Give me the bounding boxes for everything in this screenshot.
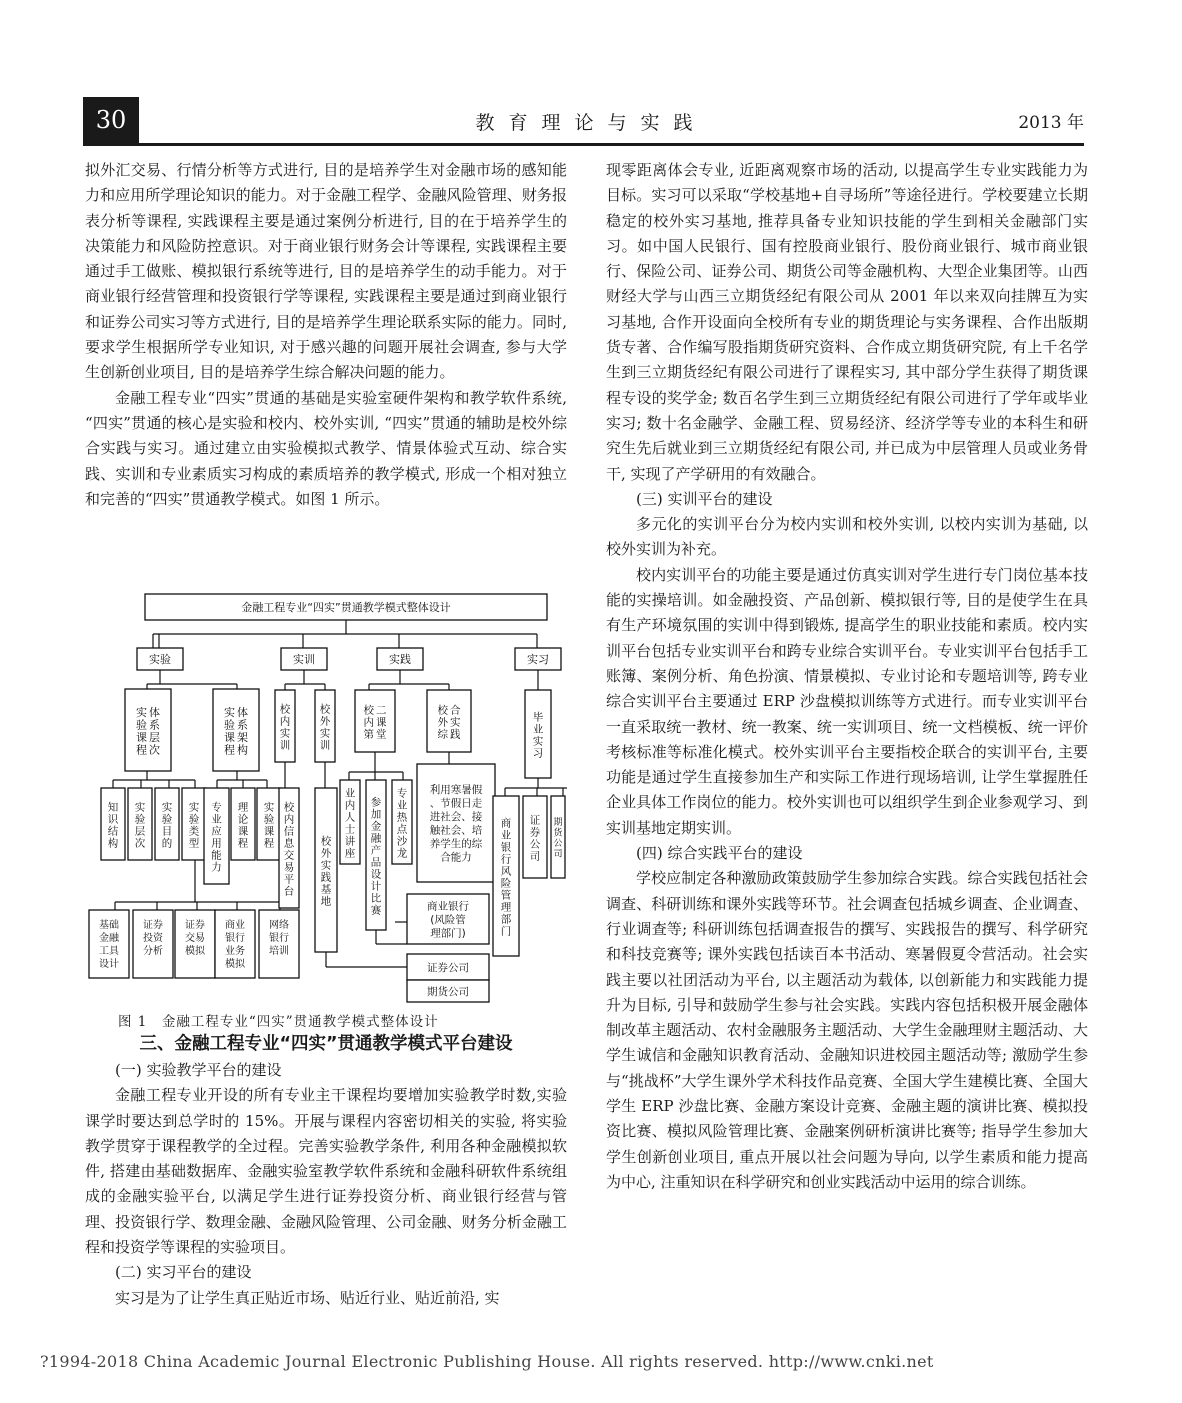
- box-label: 程: [224, 743, 235, 757]
- box-label: 热: [396, 811, 408, 824]
- paragraph: 校内实训平台的功能主要是通过仿真实训对学生进行专门岗位基本技能的实操培训。如金融投资、产品创新、模拟银行等, 目的是使学生在具有生产环境氛围的实训中得到锻炼, 提高学生的职业技能和素质。校内实训平台包括专业实训平台和跨专业综合实训平台。专业实训平台包括手工账簿、案例分析、角色扮演、情景模拟、专业讨论和专题培训等, 跨专业综合实训平台主要通过 ERP 沙盘模拟训练等方式进行。而专业实训平台一直采取统一教材、统一教案、统一实训项目、统一文档模板、统一评价考核标准等标准化模式。校外实训平台主要指校企联合的实训平台, 主要功能是通过学生直接参加生产和实际工作进行现场培训, 让学生掌握胜任企业具体工作岗位的能力。校外实训也可以组织学生到企业参观学习、到实训基地定期实训。: [606, 565, 1088, 837]
- box-label: 门: [500, 925, 512, 938]
- journal-title: 教育理论与实践: [475, 112, 707, 134]
- box-label: 课: [136, 731, 147, 744]
- box-label: 行: [500, 853, 512, 866]
- box-label: 验: [263, 813, 275, 826]
- box-label: 体: [149, 706, 160, 719]
- box-label: 信: [283, 825, 295, 838]
- header-rule: [83, 143, 1084, 146]
- box-label: 内: [283, 813, 295, 826]
- box-label: 类: [188, 825, 200, 838]
- box-label: 部: [500, 913, 512, 926]
- box-label: 业: [500, 829, 512, 842]
- box-label: 构: [107, 837, 119, 850]
- box-label: 业: [211, 813, 222, 826]
- box-label: 货: [553, 828, 563, 839]
- paragraph: 现零距离体会专业, 近距离观察市场的活动, 以提高学生专业实践能力为目标。实习可以采取“学校基地+自寻场所”等途径进行。学校要建立长期稳定的校外实习基地, 推荐具备专业知识技能的学生到相关金融部门实习。如中国人民银行、国有控股商业银行、股份商业银行、城市商业银行、保险公司、证券公司、期货公司等金融机构、大型企业集团等。山西财经大学与山西三立期货经纪有限公司从 2001 年以来双向挂牌互为实习基地, 合作开设面向全校所有专业的期货理论与实务课程、合作出版期货专著、合作编写股指期货研究资料、合作成立期货研究院, 有上千名学生到三立期货经纪有限公司进行了课程实习, 其中部分学生获得了期货课程专设的奖学金; 数百名学生到三立期货经纪有限公司进行了学年或毕业实习; 数十名金融学、金融工程、贸易经济、经济学等专业的本科生和研究生先后就业到三立期货经纪有限公司, 并已成为中层管理人员或业务骨干, 实现了产学研用的有效融合。: [606, 161, 1088, 483]
- box-label: 金融: [99, 933, 119, 944]
- diagram-box: [213, 689, 259, 771]
- box-label: 验: [188, 813, 200, 826]
- box-label: 期: [553, 818, 563, 828]
- box-label: 士: [344, 823, 356, 836]
- box-label: 银行: [225, 933, 245, 944]
- box-label: 目: [161, 825, 173, 838]
- box-label: 实: [188, 801, 200, 814]
- box-label: 实: [134, 801, 146, 814]
- paragraph: 拟外汇交易、行情分析等方式进行, 目的是培养学生对金融市场的感知能力和应用所学理论知识的能力。对于金融工程学、金融风险管理、财务报表分析等课程, 实践课程主要是通过案例分析进行, 目的在于培养学生的决策能力和风险防控意识。对于商业银行财务会计等课程, 实践课程主要通过手工做账、模拟银行系统等进行, 目的是培养学生的动手能力。对于商业银行经营管理和投资银行学等课程, 实践课程主要是通过到商业银行和证券公司实习等方式进行, 目的是培养学生理论联系实际的能力。同时, 要求学生根据所学专业知识, 对于感兴趣的问题开展社会调查, 参与大学生创新创业项目, 目的是培养学生综合解决问题的能力。: [85, 161, 567, 382]
- box-label: 课: [237, 825, 249, 838]
- paragraph: 实习是为了让学生真正贴近市场、贴近行业、贴近前沿, 实: [115, 1288, 500, 1307]
- section-heading: 三、金融工程专业“四实”贯通教学模式平台建设: [139, 1034, 513, 1054]
- box-label: 业务: [225, 946, 245, 957]
- box-label: 计: [370, 880, 382, 893]
- box-label: 合能力: [440, 851, 472, 864]
- box-label: 验: [161, 813, 173, 826]
- box-label: 基础: [99, 920, 119, 931]
- box-label: (风险管: [430, 913, 466, 926]
- box-label: 交易: [185, 933, 205, 944]
- box-label: 理: [237, 801, 249, 814]
- figure-1: [85, 592, 567, 1004]
- box-label: 赛: [370, 904, 382, 917]
- box-label: 养学生的综: [429, 838, 483, 850]
- box-label: 程: [263, 837, 275, 850]
- paragraph: 金融工程专业开设的所有专业主干课程均要增加实验教学时数,实验课学时要达到总学时的 15%。开展与课程内容密切相关的实验, 将实验教学贯穿于课程教学的全过程。完善实验教学条件, 利用各种金融模拟软件, 搭建由基础数据库、金融实验室教学软件系统和金融科研软件系统组成的金融实验平台, 以满足学生进行证券投资分析、商业银行经营与管理、投资银行学、数理金融、金融风险管理、公司金融、财务分析金融工程和投资学等课程的实验项目。: [85, 1086, 567, 1257]
- box-label: 习: [532, 747, 544, 760]
- box-label: 证券: [185, 920, 205, 931]
- box-label: 应: [211, 825, 222, 838]
- box-label: 校: [437, 704, 448, 717]
- box-label: 力: [211, 861, 222, 874]
- box-label: 金: [370, 820, 382, 833]
- box-label: 内: [279, 715, 291, 728]
- box-label: 构: [237, 743, 248, 757]
- box-label: 课: [376, 716, 387, 729]
- box-label: 校: [283, 801, 295, 814]
- box-label: 参: [370, 796, 382, 809]
- subsection-heading: (四) 综合实践平台的建设: [636, 844, 803, 863]
- box-label: 践: [320, 871, 332, 884]
- box-label: 堂: [376, 728, 387, 741]
- subsection-heading: (三) 实训平台的建设: [636, 489, 773, 508]
- box-label: 培训: [269, 946, 289, 957]
- box-label: 沙: [396, 835, 408, 848]
- box-label: 校: [320, 835, 332, 848]
- box-label: 管: [500, 889, 512, 902]
- box-label: 品: [370, 856, 382, 869]
- paragraph: 金融工程专业“四实”贯通的基础是实验室硬件架构和教学软件系统, “四实”贯通的核心是实验和校内、校外实训, “四实”贯通的辅助是校外综合实践与实习。通过建立由实验模拟式教学、情景体验式互动、综合实践、实训和专业素质实习构成的素质培养的教学模式, 形成一个相对独立和完善的“四实”贯通教学模式。如图 1 所示。: [85, 388, 567, 508]
- box-label: 公: [529, 838, 541, 851]
- box-label: 点: [396, 823, 408, 836]
- box-label: 证券: [143, 920, 163, 931]
- box-label: 利用寒暑假: [429, 784, 483, 796]
- box-label: 课: [263, 825, 275, 838]
- box-label: 模拟: [185, 946, 205, 957]
- diagram-box: [125, 689, 171, 771]
- figure-caption: 图 1 金融工程专业“四实”贯通教学模式整体设计: [118, 1014, 439, 1030]
- box-label: 训: [279, 739, 291, 752]
- box-label: 分析: [143, 946, 163, 957]
- subsection-heading: (一) 实验教学平台的建设: [115, 1061, 282, 1079]
- box-label: 龙: [396, 847, 408, 860]
- box-label: 产: [370, 844, 382, 857]
- box-label: 内: [344, 799, 356, 812]
- box-label: 触社会、培: [429, 824, 483, 837]
- diagram-box: [355, 690, 395, 752]
- box-label: 商业: [225, 920, 245, 931]
- box-label: 验: [136, 718, 147, 732]
- box-label: 次: [134, 837, 146, 850]
- diagram-box: [417, 764, 495, 882]
- box-label: 层: [134, 825, 146, 838]
- box-label: 风: [500, 865, 512, 878]
- box-label: 商: [500, 817, 512, 830]
- box-label: 毕: [532, 711, 544, 724]
- subsection-heading: (二) 实习平台的建设: [115, 1263, 252, 1282]
- box-label: 识: [107, 813, 119, 826]
- box-label: 知: [107, 801, 119, 814]
- box-label: 体: [237, 706, 248, 719]
- box-label: 易: [283, 861, 295, 874]
- box-label: 期货公司: [427, 985, 469, 998]
- box-label: 交: [283, 849, 295, 862]
- box-label: 业: [396, 799, 408, 812]
- box-label: 证: [529, 814, 541, 827]
- box-label: 台: [283, 885, 295, 898]
- box-label: 设计: [99, 959, 119, 970]
- box-label: 课: [224, 731, 235, 744]
- box-label: 论: [237, 813, 249, 826]
- box-label: 讲: [344, 835, 356, 848]
- box-label: 实习: [527, 653, 549, 667]
- box-label: 理部门): [430, 927, 466, 940]
- flowchart-diagram: [85, 592, 567, 1004]
- box-label: 理: [500, 901, 512, 914]
- box-label: 次: [149, 743, 160, 757]
- box-label: 平: [283, 873, 295, 886]
- box-label: 融: [370, 832, 382, 845]
- copyright-footer: ?1994-2018 China Academic Journal Electronic Publishing House. All rights reserved. http://www.cnki.net: [40, 1352, 934, 1371]
- box-label: 实: [224, 706, 235, 719]
- box-label: 加: [370, 808, 382, 821]
- box-label: 校: [363, 704, 374, 717]
- box-label: 实: [532, 735, 544, 748]
- box-label: 外: [320, 847, 332, 860]
- box-label: 比: [370, 892, 382, 905]
- box-label: 进社会、接: [429, 811, 483, 823]
- box-label: 商业银行: [427, 900, 469, 913]
- box-label: 第: [363, 728, 374, 741]
- box-label: 实: [450, 716, 461, 729]
- paragraph: 多元化的实训平台分为校内实训和校外实训, 以校内实训为基础, 以校外实训为补充。: [606, 515, 1088, 559]
- box-label: 业: [532, 723, 544, 736]
- box-label: 架: [237, 731, 248, 744]
- box-label: 系: [237, 718, 248, 732]
- box-label: 实: [161, 801, 173, 814]
- box-label: 设: [370, 868, 382, 881]
- box-label: 型: [188, 837, 200, 850]
- box-label: 人: [344, 811, 356, 824]
- box-label: 证券公司: [427, 961, 469, 974]
- box-label: 银行: [269, 933, 289, 944]
- box-label: 业: [344, 787, 356, 800]
- box-label: 校: [319, 703, 331, 716]
- box-label: 实: [319, 727, 331, 740]
- box-label: 、节假日走: [429, 797, 483, 810]
- left-column-bottom: [85, 1058, 567, 1311]
- box-label: 实: [263, 801, 275, 814]
- box-label: 模拟: [225, 959, 245, 970]
- box-label: 训: [319, 739, 331, 752]
- diagram-box: [427, 690, 471, 752]
- box-label: 验: [224, 718, 235, 732]
- box-label: 层: [149, 731, 160, 744]
- box-label: 公: [553, 839, 563, 849]
- issue-year: 2013 年: [1018, 113, 1084, 133]
- page-number: 30: [83, 97, 139, 143]
- box-label: 结: [107, 825, 119, 838]
- box-label: 用: [211, 837, 222, 850]
- box-label: 系: [149, 718, 160, 732]
- box-label: 程: [136, 743, 147, 757]
- box-label: 专: [396, 787, 408, 800]
- box-label: 投资: [143, 933, 163, 944]
- box-label: 实: [136, 706, 147, 719]
- box-label: 内: [363, 716, 374, 729]
- box-label: 实: [279, 727, 291, 740]
- box-label: 校: [279, 703, 291, 716]
- box-label: 实验: [149, 653, 171, 667]
- box-label: 实训: [293, 653, 315, 667]
- box-label: 基: [320, 883, 332, 896]
- box-label: 二: [376, 704, 387, 717]
- box-label: 银: [500, 841, 512, 854]
- box-label: 实践: [389, 653, 411, 667]
- box-label: 座: [344, 847, 356, 860]
- right-column: [606, 158, 1088, 1195]
- box-label: 司: [553, 849, 563, 860]
- box-label: 险: [500, 877, 512, 890]
- box-label: 息: [283, 837, 295, 850]
- box-label: 券: [529, 826, 541, 839]
- left-column-top: [85, 158, 567, 512]
- box-label: 外: [319, 715, 331, 728]
- box-label: 程: [237, 837, 249, 850]
- box-label: 合: [450, 704, 461, 717]
- box-label: 践: [450, 728, 461, 741]
- box-label: 工具: [99, 946, 119, 957]
- box-label: 司: [529, 850, 541, 863]
- box-label: 验: [134, 813, 146, 826]
- box-label: 的: [161, 837, 173, 850]
- box-label: 综: [437, 728, 448, 741]
- box-label: 能: [211, 849, 222, 862]
- box-label: 实: [320, 859, 332, 872]
- box-label: 网络: [269, 920, 289, 931]
- box-label: 地: [320, 895, 332, 908]
- box-label: 外: [437, 716, 448, 729]
- paragraph: 学校应制定各种激励政策鼓励学生参加综合实践。综合实践包括社会调查、科研训练和课外实践等环节。社会调查包括城乡调查、企业调查、行业调查等; 科研训练包括调查报告的撰写、实践报告的撰写、科学研究和科技竞赛等; 课外实践包括读百本书活动、寒暑假夏令营活动。社会实践主要以社团活动为平台, 以主题活动为载体, 以创新能力和实践能力提升为目标, 引导和鼓励学生参与社会实践。实践内容包括积极开展金融体制改革主题活动、农村金融服务主题活动、大学生金融理财主题活动、大学生诚信和金融知识教育活动、金融知识进校园主题活动等; 激励学生参与“挑战杯”大学生课外学术科技作品竞赛、全国大学生建模比赛、全国大学生 ERP 沙盘比赛、金融方案设计竞赛、金融主题的演讲比赛、模拟投资比赛、模拟风险管理比赛、金融案例研析演讲比赛等; 指导学生参加大学生创新创业项目, 重点开展以社会问题为导向, 以学生素质和能力提高为中心, 注重知识在科学研究和创业实践活动中运用的综合训练。: [606, 869, 1088, 1191]
- box-label: 专: [211, 801, 222, 814]
- box-label: 金融工程专业“四实”贯通教学模式整体设计: [241, 601, 451, 615]
